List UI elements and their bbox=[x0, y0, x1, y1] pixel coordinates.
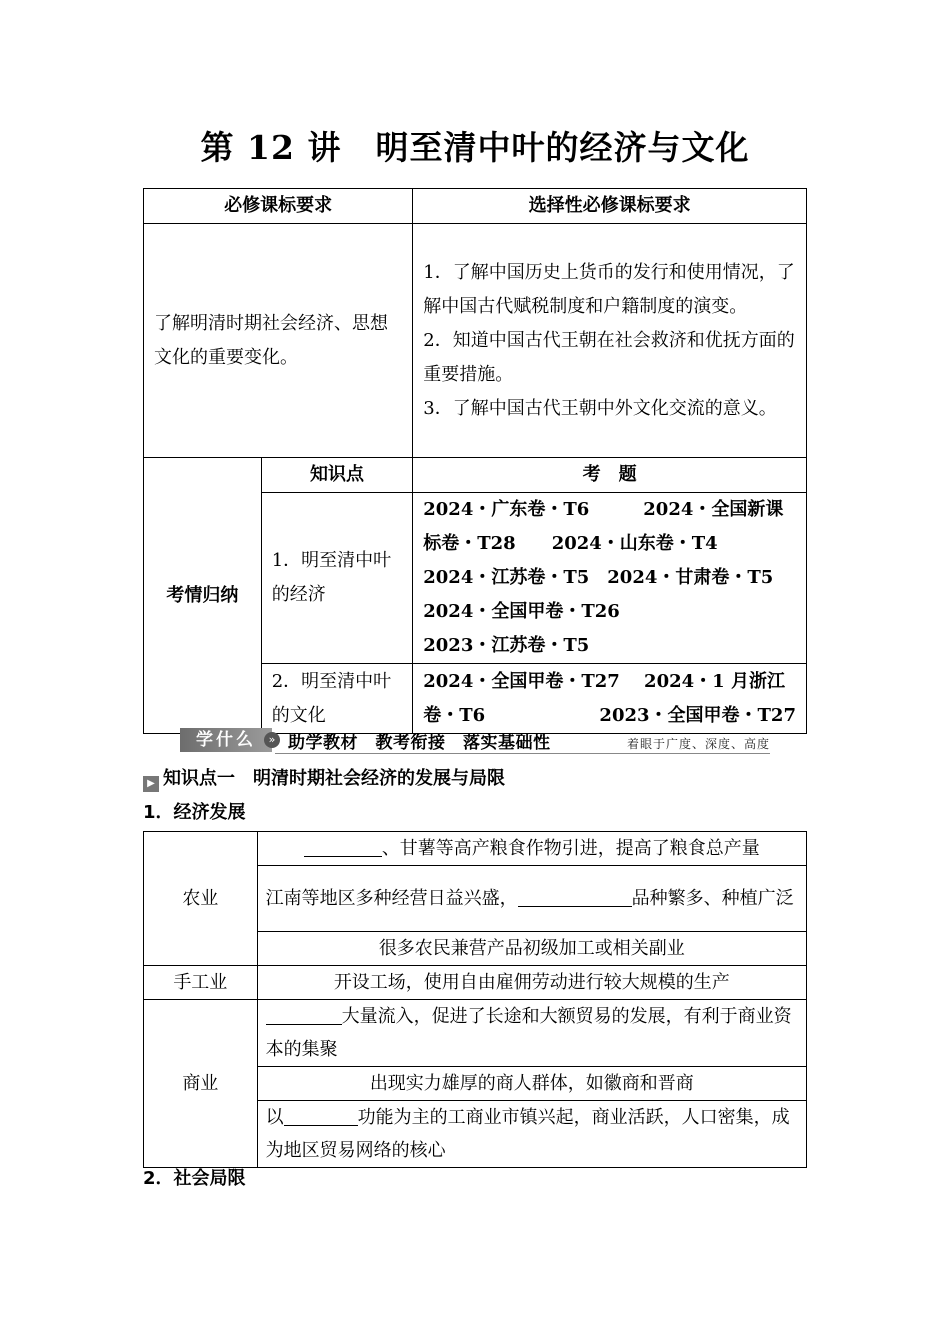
play-triangle-icon: ▶ bbox=[143, 776, 159, 792]
required-text: 了解明清时期社会经济、思想文化的重要变化。 bbox=[144, 224, 413, 458]
header-questions: 考 题 bbox=[413, 458, 807, 493]
agriculture-row bbox=[257, 832, 806, 866]
fill-blank[interactable] bbox=[518, 888, 632, 907]
exam-summary-label: 考情归纳 bbox=[144, 458, 262, 734]
banner-subtitle: 助学教材 教考衔接 落实基础性 bbox=[288, 733, 551, 753]
banner-tag: 学什么 bbox=[180, 728, 272, 752]
exam-line: 2024・全国甲卷・T27 2024・1 月浙江 bbox=[423, 670, 785, 692]
header-required: 必修课标要求 bbox=[144, 189, 413, 224]
knowledge-economy: 1．明至清中叶的经济 bbox=[261, 493, 413, 664]
elective-list bbox=[413, 224, 807, 458]
exam-line: 2023・江苏卷・T5 bbox=[423, 635, 590, 656]
knowledge-culture: 2．明至清中叶的文化 bbox=[261, 664, 413, 734]
fill-blank[interactable] bbox=[304, 838, 382, 857]
commerce-row: 出现实力雄厚的商人群体，如徽商和晋商 bbox=[257, 1067, 806, 1101]
knowledge-point-text: 知识点一 明清时期社会经济的发展与局限 bbox=[163, 768, 505, 789]
header-elective: 选择性必修课标要求 bbox=[413, 189, 807, 224]
handicraft-row: 开设工场，使用自由雇佣劳动进行较大规模的生产 bbox=[257, 966, 806, 1000]
exam-line: 2024・江苏卷・T5 2024・甘肃卷・T5 bbox=[423, 567, 774, 588]
elective-item: 2．知道中国古代王朝在社会救济和优抚方面的重要措施。 bbox=[423, 329, 795, 385]
agriculture-row-text: 江南等地区多种经营日益兴盛， bbox=[265, 888, 518, 909]
knowledge-point-heading bbox=[143, 764, 505, 792]
economy-development-table bbox=[143, 831, 807, 1168]
category-agriculture: 农业 bbox=[144, 832, 258, 966]
commerce-row-text: 大量流入，促进了长途和大额贸易的发展，有利于商业资本的集聚 bbox=[265, 1006, 792, 1060]
agriculture-row-text: 品种繁多、种植广泛 bbox=[631, 888, 794, 909]
fill-blank[interactable] bbox=[266, 1006, 342, 1025]
curriculum-requirements-table bbox=[143, 188, 807, 734]
page-title: 第 12 讲 明至清中叶的经济与文化 bbox=[200, 128, 750, 167]
section-heading: 1．经济发展 bbox=[143, 802, 246, 823]
commerce-row bbox=[257, 1101, 806, 1168]
commerce-row-text: 以 bbox=[265, 1107, 284, 1128]
fill-blank[interactable] bbox=[284, 1107, 358, 1126]
banner-right-text: 着眼于广度、深度、高度 bbox=[626, 737, 770, 751]
section-heading: 2．社会局限 bbox=[143, 1168, 246, 1189]
elective-item: 3．了解中国古代王朝中外文化交流的意义。 bbox=[423, 397, 777, 419]
agriculture-row-text: 、甘薯等高产粮食作物引进，提高了粮食总产量 bbox=[381, 838, 760, 859]
header-knowledge: 知识点 bbox=[261, 458, 413, 493]
exam-line: 2024・全国甲卷・T26 bbox=[423, 601, 620, 622]
category-commerce: 商业 bbox=[144, 1000, 258, 1168]
elective-item: 1．了解中国历史上货币的发行和使用情况，了解中国古代赋税制度和户籍制度的演变。 bbox=[423, 261, 795, 317]
questions-economy bbox=[413, 493, 807, 664]
section-banner bbox=[180, 726, 770, 754]
commerce-row bbox=[257, 1000, 806, 1067]
commerce-row-text: 功能为主的工商业市镇兴起，商业活跃，人口密集，成为地区贸易网络的核心 bbox=[265, 1107, 790, 1161]
chevron-right-icon: » bbox=[264, 732, 280, 748]
exam-line: 2024・广东卷・T6 2024・全国新课 bbox=[423, 499, 784, 520]
banner-rule bbox=[275, 753, 770, 754]
agriculture-row: 很多农民兼营产品初级加工或相关副业 bbox=[257, 932, 806, 966]
category-handicraft: 手工业 bbox=[144, 966, 258, 1000]
exam-line: 卷・T6 2023・全国甲卷・T27 bbox=[423, 704, 796, 726]
questions-culture bbox=[413, 664, 807, 734]
exam-line: 标卷・T28 2024・山东卷・T4 bbox=[423, 533, 718, 554]
agriculture-row bbox=[257, 866, 806, 932]
